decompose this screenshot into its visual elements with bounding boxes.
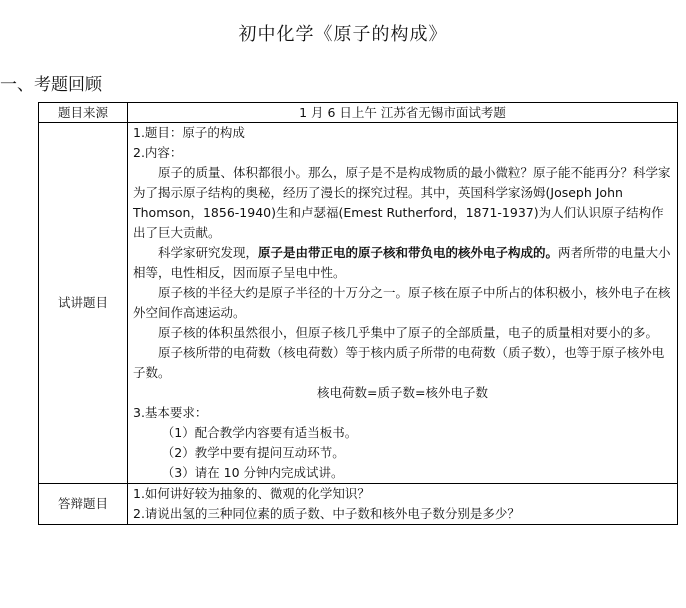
requirement-3: （3）请在 10 分钟内完成试讲。: [161, 465, 344, 480]
paragraph-3: 原子核的半径大约是原子半径的十万分之一。原子核在原子中所占的体积极小，核外电子在核外空间作高速运动。: [133, 285, 671, 320]
requirement-1: （1）配合教学内容要有适当板书。: [161, 425, 358, 440]
paragraph-2-pre: 科学家研究发现，: [158, 245, 259, 260]
page-title: 初中化学《原子的构成》: [238, 24, 448, 45]
formula-line: 核电荷数=质子数=核外电子数: [317, 385, 488, 400]
paragraph-1: 原子的质量、体积都很小。那么，原子是不是构成物质的最小微粒？原子能不能再分？科学家为了揭示原子结构的奥秘，经历了漫长的探究过程。其中，英国科学家汤姆(Joseph John Thomson，1856-1940)生和卢瑟福(Emest Rutherford，1871-1937)为人们认识原子结构作出了巨大贡献。: [133, 165, 671, 240]
requirement-2: （2）教学中要有提问互动环节。: [161, 445, 345, 460]
paragraph-2: [133, 243, 672, 283]
trial-content: [128, 123, 678, 484]
content-label: 2.内容：: [133, 145, 183, 160]
trial-row: [39, 123, 678, 484]
defense-row: [39, 484, 678, 525]
requirements-label: 3.基本要求：: [133, 405, 208, 420]
paragraph-2-bold: 原子是由带正电的原子核和带负电的核外电子构成的。: [258, 245, 559, 260]
topic-line: 1.题目：原子的构成: [133, 125, 245, 140]
source-value: 1 月 6 日上午 江苏省无锡市面试考题: [128, 103, 678, 123]
defense-question-2: 2.请说出氢的三种同位素的质子数、中子数和核外电子数分别是多少？: [133, 506, 520, 521]
source-row: [39, 103, 678, 123]
defense-content: [128, 484, 678, 525]
defense-question-1: 1.如何讲好较为抽象的、微观的化学知识？: [133, 486, 370, 501]
section-heading: 一、考题回顾: [0, 75, 102, 95]
paragraph-4: 原子核的体积虽然很小，但原子核几乎集中了原子的全部质量，电子的质量相对要小的多。: [158, 325, 659, 340]
trial-label: 试讲题目: [39, 123, 128, 484]
paragraph-2-post: 两者所带的电量大小相等，电性相反，因而原子呈电中性。: [133, 245, 671, 280]
exam-table: [38, 102, 678, 525]
paragraph-5: 原子核所带的电荷数（核电荷数）等于核内质子所带的电荷数（质子数），也等于原子核外电子数。: [133, 345, 665, 380]
source-label: 题目来源: [39, 103, 128, 123]
defense-label: 答辩题目: [39, 484, 128, 525]
